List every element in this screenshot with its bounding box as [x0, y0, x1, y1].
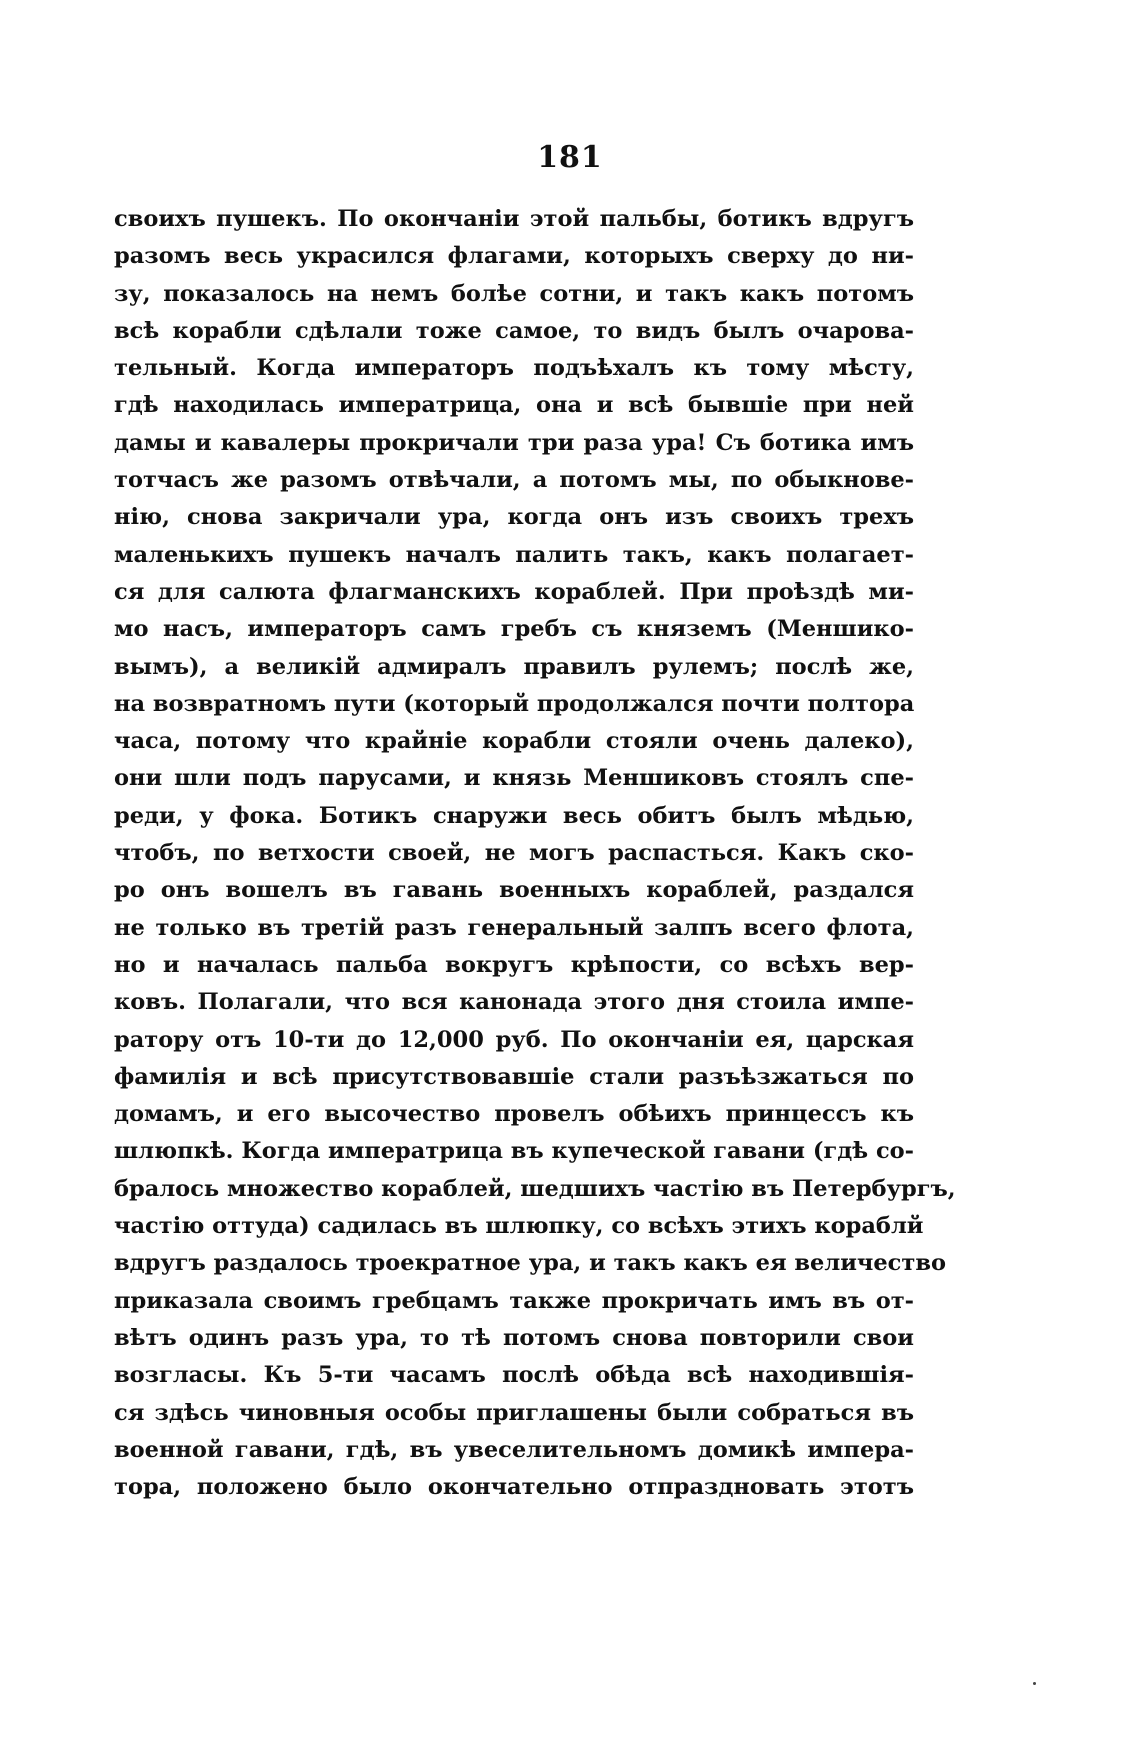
text-line: тора, положено было окончательно отпраздновать этотъ — [114, 1474, 914, 1501]
text-line: тельный. Когда императоръ подъѣхалъ къ тому мѣсту, — [114, 355, 914, 382]
text-line: маленькихъ пушекъ началъ палить такъ, какъ полагает- — [114, 541, 914, 568]
text-line: часа, потому что крайніе корабли стояли очень далеко), — [114, 728, 914, 755]
page-number: 181 — [537, 140, 603, 175]
text-line: они шли подъ парусами, и князь Меншиковъ стоялъ спе- — [114, 765, 914, 792]
text-line: ковъ. Полагали, что вся канонада этого дня стоила импе- — [114, 989, 914, 1016]
text-line: частію оттуда) садилась въ шлюпку, со всѣхъ этихъ кораблй — [114, 1213, 924, 1240]
text-line: вымъ), а великій адмиралъ правилъ рулемъ; послѣ же, — [114, 653, 914, 680]
text-line: нію, снова закричали ура, когда онъ изъ своихъ трехъ — [114, 504, 914, 531]
text-line: ся здѣсь чиновныя особы приглашены были собраться въ — [114, 1399, 914, 1426]
text-line: не только въ третій разъ генеральный залпъ всего флота, — [114, 914, 914, 941]
text-line: вдругъ раздалось троекратное ура, и такъ какъ ея величество — [114, 1250, 946, 1277]
text-line: всѣ корабли сдѣлали тоже самое, то видъ былъ очарова- — [114, 317, 914, 344]
text-line: тотчасъ же разомъ отвѣчали, а потомъ мы, по обыкнове- — [114, 467, 914, 494]
text-line: мо насъ, императоръ самъ гребъ съ княземъ (Меншико- — [114, 616, 914, 643]
text-line: ро онъ вошелъ въ гавань военныхъ кораблей, раздался — [114, 877, 914, 904]
text-line: зу, показалось на немъ болѣе сотни, и такъ какъ потомъ — [114, 280, 914, 307]
text-line: дамы и кавалеры прокричали три раза ура! Съ ботика имъ — [114, 429, 914, 456]
text-line: реди, у фока. Ботикъ снаружи весь обитъ былъ мѣдью, — [114, 802, 914, 829]
text-line: ся для салюта флагманскихъ кораблей. При проѣздѣ ми- — [114, 578, 914, 605]
text-line: домамъ, и его высочество провелъ обѣихъ принцессъ къ — [114, 1101, 914, 1128]
text-line: шлюпкѣ. Когда императрица въ купеческой гавани (гдѣ со- — [114, 1138, 914, 1165]
text-line: фамилія и всѣ присутствовавшіе стали разъѣзжаться по — [114, 1063, 914, 1090]
body-text — [114, 201, 956, 1506]
text-line: военной гавани, гдѣ, въ увеселительномъ домикѣ импера- — [114, 1436, 914, 1463]
text-line: чтобъ, по ветхости своей, не могъ распасться. Какъ ско- — [114, 840, 914, 867]
text-line: приказала своимъ гребцамъ также прокричать имъ въ от- — [114, 1287, 914, 1314]
text-line: разомъ весь украсился флагами, которыхъ сверху до ни- — [114, 243, 914, 270]
text-line: гдѣ находилась императрица, она и всѣ бывшіе при ней — [114, 392, 914, 419]
ink-speck — [1033, 1682, 1036, 1685]
text-line: на возвратномъ пути (который продолжался почти полтора — [114, 690, 915, 717]
text-line: ратору отъ 10-ти до 12,000 руб. По окончаніи ея, царская — [114, 1026, 914, 1053]
text-line: бралось множество кораблей, шедшихъ частію въ Петербургъ, — [114, 1175, 956, 1202]
text-line: но и началась пальба вокругъ крѣпости, со всѣхъ вер- — [114, 951, 914, 978]
text-line: возгласы. Къ 5-ти часамъ послѣ обѣда всѣ находившія- — [114, 1362, 914, 1389]
text-line: вѣтъ одинъ разъ ура, то тѣ потомъ снова повторили свои — [114, 1324, 914, 1351]
text-line: своихъ пушекъ. По окончаніи этой пальбы, ботикъ вдругъ — [114, 206, 914, 232]
